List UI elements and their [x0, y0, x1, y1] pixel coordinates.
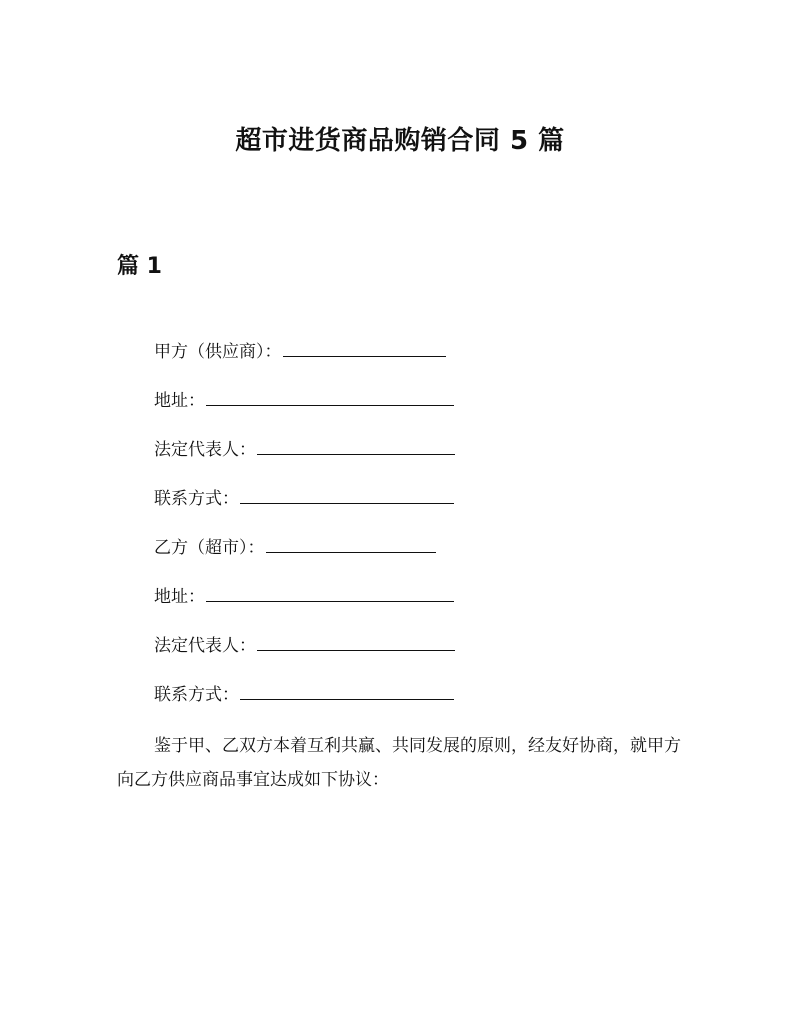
party-b-rep-label: 法定代表人： — [154, 636, 256, 656]
party-b-address-label: 地址： — [154, 587, 205, 607]
party-a-label: 甲方（供应商）： — [154, 342, 282, 362]
party-a-contact-blank — [240, 485, 454, 504]
party-a-rep-field — [154, 436, 455, 463]
intro-paragraph: 鉴于甲、乙双方本着互利共赢、共同发展的原则，经友好协商，就甲方向乙方供应商品事宜达成如下协议： — [117, 736, 681, 790]
party-b-contact-label: 联系方式： — [154, 685, 239, 705]
party-b-rep-blank — [257, 632, 455, 651]
party-a-address-blank — [206, 387, 454, 406]
party-b-name-field — [154, 534, 436, 561]
party-a-contact-field — [154, 485, 454, 512]
party-a-name-field — [154, 338, 446, 365]
section-heading: 篇 1 — [117, 254, 162, 279]
party-b-contact-blank — [240, 681, 454, 700]
party-a-rep-label: 法定代表人： — [154, 440, 256, 460]
party-b-address-blank — [206, 583, 454, 602]
party-a-rep-blank — [257, 436, 455, 455]
party-a-address-label: 地址： — [154, 391, 205, 411]
document-title: 超市进货商品购销合同 5 篇 — [235, 126, 565, 156]
party-a-address-field — [154, 387, 454, 414]
party-a-contact-label: 联系方式： — [154, 489, 239, 509]
party-b-label: 乙方（超市）： — [154, 538, 265, 558]
party-a-name-blank — [283, 338, 446, 357]
party-b-contact-field — [154, 681, 454, 708]
party-b-name-blank — [266, 534, 436, 553]
party-b-rep-field — [154, 632, 455, 659]
party-b-address-field — [154, 583, 454, 610]
